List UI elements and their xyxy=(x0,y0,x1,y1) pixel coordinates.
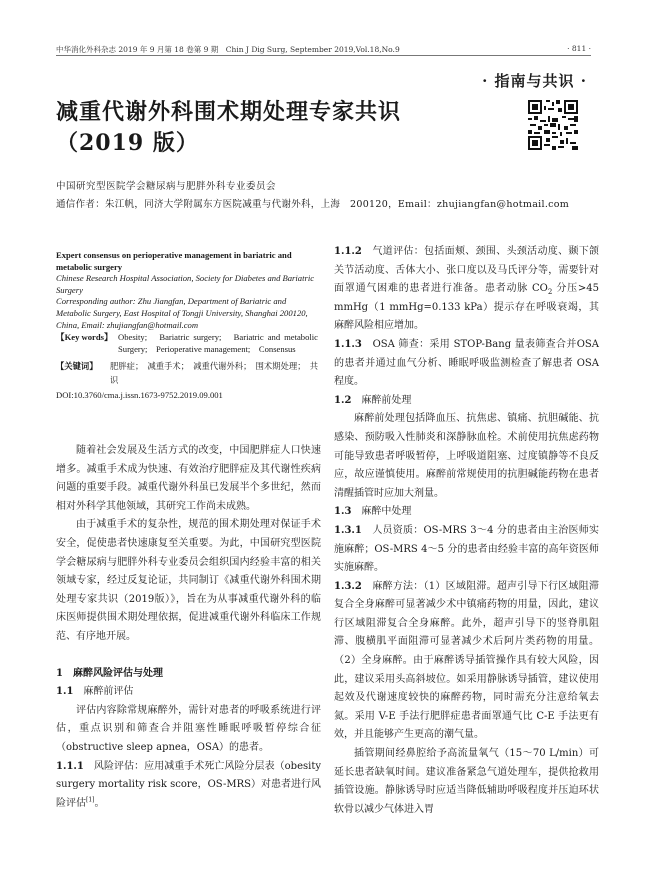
intro-paragraph-2: 由于减重手术的复杂性，规范的围术期处理对保证手术安全，促使患者快速康复至关重要。为此，中国研究型医院学会糖尿病与肥胖外科专业委员会组织国内经验丰富的相关领域专家，经过反复论证，共同制订《减重代谢外科围术期处理专家共识（2019版）》，旨在为从事减重代谢外科的临床医师提供围术期处理依据，促进减重代谢外科临床工作规范、有序地开展。 xyxy=(56,519,321,642)
section-1-2-number: 1.2 xyxy=(334,394,352,406)
section-1-3-2-paragraph-2: 插管期间经鼻腔给予高流量氧气（15～70 L/min）可延长患者缺氧时间。建议准备紧急气道处理车，提供抢救用插管设施。静脉诱导时应适当降低辅助呼吸程度并压迫环状软骨以减少气体进入胃 xyxy=(334,748,599,815)
left-column xyxy=(56,442,321,813)
section-1-1-1-text: 风险评估：应用减重手术死亡风险分层表（obesity surgery mortality risk score，OS-MRS）对患者进行风险评估 xyxy=(56,760,321,809)
section-1-heading xyxy=(56,665,321,684)
section-1-3-heading xyxy=(334,503,599,522)
cn-keywords-label: 【关键词】 xyxy=(56,361,98,372)
page-number: · 811 · xyxy=(567,44,591,53)
qr-code-icon xyxy=(528,100,578,150)
section-1-1-2-text-a: 气道评估：包括面颊、颈围、头颈活动度、颞下颌关节活动度、舌体大小、张口度以及马氏评分等，需要针对面罩通气困难的患者进行准备。患者动脉 CO xyxy=(334,246,600,295)
article-title xyxy=(56,97,401,159)
section-1-3-2-text: 麻醉方法：（1）区域阻滞。超声引导下行区域阻滞复合全身麻醉可显著减少术中镇痛药物的用量，因此，建议行区域阻滞复合全身麻醉。此外，超声引导下的竖脊肌阻滞、腹横肌平面阻滞可显著减少术后阿片类药物的用量。（2）全身麻醉。由于麻醉诱导插管操作具有较大风险，因此，建议采用头高斜坡位。如采用静脉诱导插管，建议使用起效及代谢速度较快的麻醉药物，同时需充分注意给氧去氮。采用 V-E 手法行肥胖症患者面罩通气比 C-E 手法更有效，并且能够产生更高的潮气量。 xyxy=(334,580,599,741)
section-1-1-text: 评估内容除常规麻醉外，需针对患者的呼吸系统进行评估，重点识别和筛查合并阻塞性睡眠呼吸暂停综合征（obstructive sleep apnea，OSA）的患者。 xyxy=(56,704,321,753)
section-1-1-heading xyxy=(56,683,321,702)
running-header xyxy=(56,42,591,56)
journal-citation: 中华消化外科杂志 2019 年 9 月第 18 卷第 9 期 Chin J Dig Surg, September 2019,Vol.18,No.9 xyxy=(56,45,400,54)
english-corresponding: Corresponding author: Zhu Jiangfan, Department of Bariatric and Metabolic Surgery, East Hospital of Tongji University, Shanghai 200120, China, Email: zhujiangfan@hotmail.com xyxy=(56,296,308,330)
title-line-1: 减重代谢外科围术期处理专家共识 xyxy=(56,99,402,125)
section-1-number: 1 xyxy=(56,667,63,679)
section-1-1-2-text-b: 分压>45 mmHg（1 mmHg=0.133 kPa）提示存在呼吸衰竭，其麻醉风险相应增加。 xyxy=(334,283,599,332)
reference-1[interactable]: [1] xyxy=(86,796,95,804)
author-organization: 中国研究型医院学会糖尿病与肥胖外科专业委员会 xyxy=(56,181,277,192)
section-1-1-3-number: 1.1.3 xyxy=(334,338,362,350)
co2-subscript: 2 xyxy=(547,288,553,297)
section-1-1-1-number: 1.1.1 xyxy=(56,760,84,772)
section-1-1-1 xyxy=(56,758,321,814)
section-1-2-heading xyxy=(334,392,599,411)
doi: DOI:10.3760/cma.j.issn.1673-9752.2019.09.001 xyxy=(56,390,223,401)
chinese-keywords xyxy=(56,359,318,387)
title-line-2: （2019 版） xyxy=(56,130,199,156)
right-column xyxy=(334,243,599,819)
keywords-text: Obesity; Bariatric surgery; Bariatric and metabolic Surgery; Perioperative management; Consensus xyxy=(118,332,318,354)
section-1-3-2 xyxy=(334,578,599,745)
section-1-3-2-number: 1.3.2 xyxy=(334,580,362,592)
section-1-2-text: 麻醉前处理包括降血压、抗焦虑、镇痛、抗胆碱能、抗感染、预防吸入性肺炎和深静脉血栓。术前使用抗焦虑药物可能导致患者呼吸暂停，上呼吸道阻塞、过度镇静等不良反应，故应谨慎使用。麻醉前常规使用的抗胆碱能药物在患者清醒插管时应加大剂量。 xyxy=(334,413,599,499)
section-1-title: 麻醉风险评估与处理 xyxy=(72,667,163,679)
english-title: Expert consensus on perioperative management in bariatric and metabolic surgery xyxy=(56,250,292,272)
section-1-1-1-end: 。 xyxy=(94,797,105,809)
section-1-1-title: 麻醉前评估 xyxy=(83,686,134,698)
english-organization: Chinese Research Hospital Association, Society for Diabetes and Bariatric Surgery xyxy=(56,273,315,295)
section-1-2-title: 麻醉前处理 xyxy=(361,394,412,406)
section-1-1-3 xyxy=(334,336,599,392)
intro-paragraph-1: 随着社会发展及生活方式的改变，中国肥胖症人口快速增多。减重手术成为快速、有效治疗肥胖症及其代谢性疾病问题的重要手段。减重代谢外科虽已发展半个多世纪，然而相对外科学其他领域，其研究工作尚未成熟。 xyxy=(56,445,321,512)
section-1-3-1 xyxy=(334,522,599,578)
section-1-3-1-number: 1.3.1 xyxy=(334,524,362,536)
section-1-1-2-number: 1.1.2 xyxy=(334,246,362,257)
section-1-3-number: 1.3 xyxy=(334,506,352,518)
cn-keywords-text: 肥胖症； 减重手术； 减重代谢外科； 围术期处理； 共识 xyxy=(110,361,318,386)
section-1-3-1-text: 人员资质：OS-MRS 3～4 分的患者由主治医师实施麻醉；OS-MRS 4～5 分的患者由经验丰富的高年资医师实施麻醉。 xyxy=(334,524,599,574)
section-1-3-title: 麻醉中处理 xyxy=(361,506,412,518)
section-1-1-2 xyxy=(334,243,599,336)
section-tag: · 指南与共识 · xyxy=(482,72,587,90)
keywords-label: 【Key words】 xyxy=(56,332,113,343)
english-keywords xyxy=(56,332,318,355)
section-1-1-3-text: OSA 筛查：采用 STOP-Bang 量表筛查合并OSA 的患者并通过血气分析、睡眠呼吸监测检查了解患者 OSA 程度。 xyxy=(334,338,600,388)
english-abstract xyxy=(56,250,318,402)
section-1-1-number: 1.1 xyxy=(56,686,74,698)
corresponding-author: 通信作者：朱江帆，同济大学附属东方医院减重与代谢外科，上海 200120，Email：zhujiangfan@hotmail.com xyxy=(56,199,570,210)
